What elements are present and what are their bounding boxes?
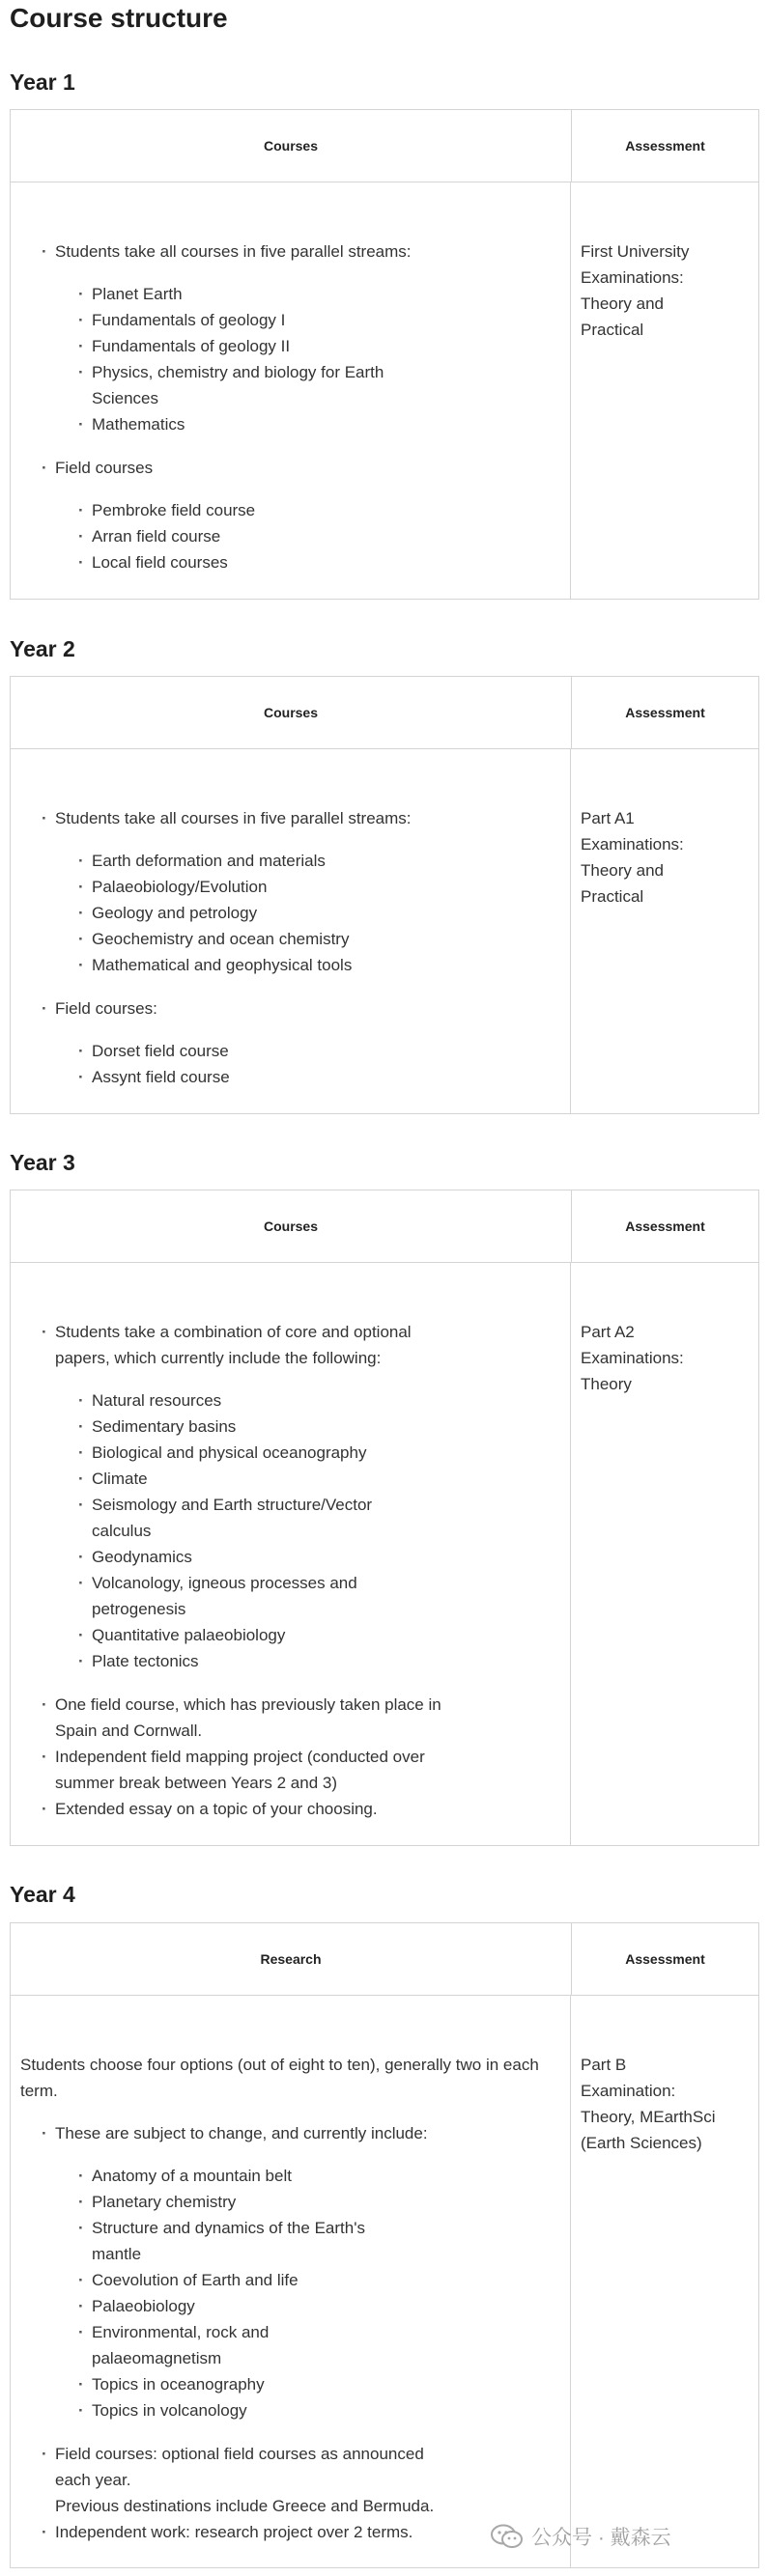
year-1-heading: Year 1 <box>10 70 75 95</box>
research-cell <box>11 1996 571 2567</box>
list-item: · Fundamentals of geology I <box>55 307 570 333</box>
list-item <box>11 455 570 575</box>
assessment-column-header: Assessment <box>625 1218 705 1234</box>
group-label: These are subject to change, and currently include: <box>55 2124 428 2142</box>
list-item: · Geology and petrology <box>55 900 570 926</box>
year-4-heading: Year 4 <box>10 1882 75 1907</box>
list-item <box>55 1492 570 1544</box>
group-label: Field courses <box>55 459 154 477</box>
assessment-cell <box>571 182 758 599</box>
year-4-table <box>10 1922 759 2568</box>
assessment-text: Practical <box>581 887 644 906</box>
courses-column-header: Courses <box>11 110 572 182</box>
group-label: Students take all courses in five parallel streams: <box>55 809 412 827</box>
item-text: Volcanology, igneous processes and petrogenesis <box>92 1574 357 1618</box>
item-text: Seismology and Earth structure/Vector calculus <box>92 1496 373 1540</box>
list-item <box>11 238 570 437</box>
table-header <box>11 1190 758 1263</box>
year-3-heading: Year 3 <box>10 1150 75 1175</box>
year-2-heading: Year 2 <box>10 636 75 661</box>
list-item <box>55 2215 570 2267</box>
group-label: Students take a combination of core and optional papers, which currently include the following: <box>55 1323 412 1367</box>
list-item: · Biological and physical oceanography <box>55 1440 570 1466</box>
intro-text: Students choose four options (out of eight to ten), generally two in each term. <box>20 2056 539 2100</box>
list-item: · Assynt field course <box>55 1064 570 1090</box>
list-item: · Palaeobiology/Evolution <box>55 874 570 900</box>
list-item <box>55 1570 570 1622</box>
list-item: · Mathematics <box>55 411 570 437</box>
list-item: · Climate <box>55 1466 570 1492</box>
list-item: · Planetary chemistry <box>55 2189 570 2215</box>
courses-cell <box>11 749 571 1113</box>
year-1-table <box>10 109 759 600</box>
item-text: Extended essay on a topic of your choosing. <box>55 1800 378 1818</box>
list-item: · Mathematical and geophysical tools <box>55 952 570 978</box>
list-item: · Quantitative palaeobiology <box>55 1622 570 1648</box>
list-item <box>55 2319 570 2371</box>
watermark <box>491 2522 671 2551</box>
list-item: · Anatomy of a mountain belt <box>55 2163 570 2189</box>
item-text: Field courses: optional field courses as announced each year. <box>55 2445 424 2489</box>
list-item <box>11 2120 570 2423</box>
list-item <box>11 1319 570 1674</box>
assessment-text: Examinations: <box>581 835 684 854</box>
list-item <box>11 1744 570 1796</box>
item-text: Environmental, rock and palaeomagnetism <box>92 2323 270 2367</box>
assessment-text: Examinations: <box>581 268 684 287</box>
courses-column-header: Courses <box>11 1190 572 1262</box>
list-item <box>11 805 570 978</box>
item-text: One field course, which has previously taken place in Spain and Cornwall. <box>55 1695 441 1740</box>
list-item: · Arran field course <box>55 523 570 549</box>
table-header <box>11 1923 758 1996</box>
year-2-table <box>10 676 759 1114</box>
assessment-text: Theory and <box>581 861 664 880</box>
list-item: · Earth deformation and materials <box>55 848 570 874</box>
assessment-text: Examination: <box>581 2082 676 2100</box>
list-item: · Natural resources <box>55 1387 570 1414</box>
assessment-text: Practical <box>581 321 644 339</box>
assessment-cell <box>571 1263 758 1845</box>
list-item: · Fundamentals of geology II <box>55 333 570 359</box>
list-item: · Plate tectonics <box>55 1648 570 1674</box>
list-item <box>11 1796 570 1822</box>
assessment-text: Part A2 <box>581 1323 635 1341</box>
list-item: · Topics in volcanology <box>55 2397 570 2423</box>
assessment-cell <box>571 749 758 1113</box>
list-item: · Planet Earth <box>55 281 570 307</box>
assessment-column-header: Assessment <box>625 138 705 154</box>
list-item: · Topics in oceanography <box>55 2371 570 2397</box>
assessment-cell <box>571 1996 758 2567</box>
list-item: · Dorset field course <box>55 1038 570 1064</box>
assessment-text: Part A1 <box>581 809 635 827</box>
list-item <box>11 995 570 1090</box>
assessment-text: Examinations: <box>581 1349 684 1367</box>
list-item: · Local field courses <box>55 549 570 575</box>
list-item <box>11 2441 570 2519</box>
page-title: Course structure <box>10 3 228 33</box>
item-note: Previous destinations include Greece and Bermuda. <box>55 2497 435 2515</box>
list-item: · Coevolution of Earth and life <box>55 2267 570 2293</box>
list-item: · Independent work: research project over 2 terms. <box>11 2519 570 2545</box>
group-label: Students take all courses in five parallel streams: <box>55 242 412 261</box>
table-header <box>11 677 758 749</box>
assessment-text: First University <box>581 242 690 261</box>
research-column-header: Research <box>11 1923 572 1995</box>
list-item: · Palaeobiology <box>55 2293 570 2319</box>
assessment-column-header: Assessment <box>625 1951 705 1967</box>
list-item <box>55 359 570 411</box>
list-item: · Sedimentary basins <box>55 1414 570 1440</box>
item-text: Independent field mapping project (conducted over summer break between Years 2 and 3) <box>55 1748 425 1792</box>
item-text: Physics, chemistry and biology for Earth Sciences <box>92 363 384 407</box>
courses-cell <box>11 182 571 599</box>
watermark-text: 公众号 · 戴森云 <box>531 2527 671 2549</box>
table-header <box>11 110 758 182</box>
assessment-text: (Earth Sciences) <box>581 2134 702 2152</box>
assessment-text: Theory <box>581 1375 632 1393</box>
assessment-text: Part B <box>581 2056 627 2074</box>
year-3-table <box>10 1190 759 1846</box>
list-item: · Pembroke field course <box>55 497 570 523</box>
item-text: Structure and dynamics of the Earth's mantle <box>92 2219 365 2263</box>
group-label: Field courses: <box>55 999 157 1018</box>
assessment-column-header: Assessment <box>625 705 705 720</box>
assessment-text: Theory, MEarthSci <box>581 2108 716 2126</box>
assessment-text: Theory and <box>581 294 664 313</box>
list-item: · Geodynamics <box>55 1544 570 1570</box>
courses-cell <box>11 1263 571 1845</box>
list-item: · Geochemistry and ocean chemistry <box>55 926 570 952</box>
wechat-icon <box>491 2524 524 2549</box>
list-item <box>11 1692 570 1744</box>
courses-column-header: Courses <box>11 677 572 748</box>
